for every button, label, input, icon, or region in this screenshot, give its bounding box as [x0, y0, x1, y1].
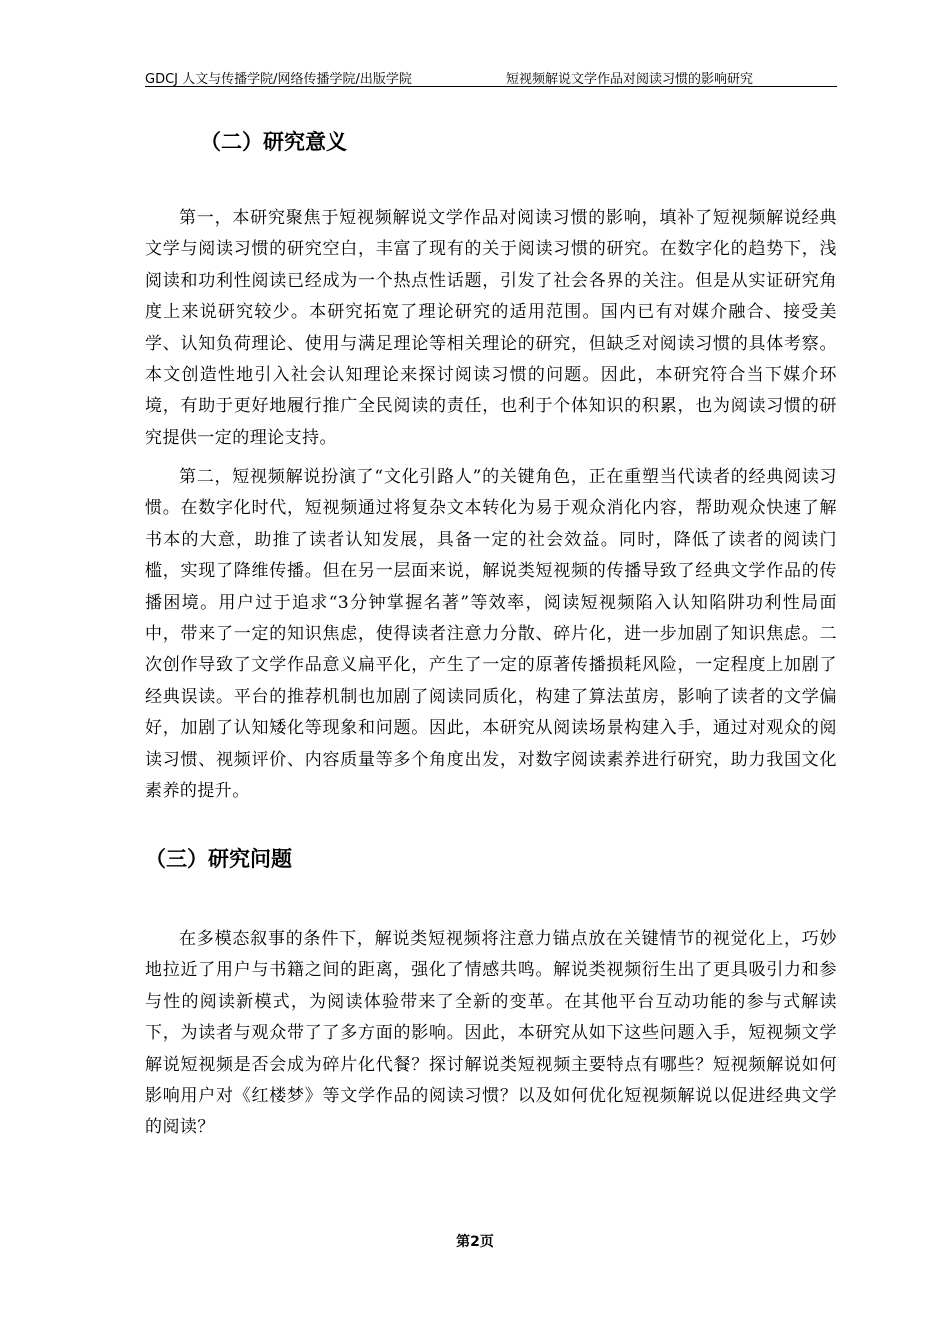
section-heading-questions: （三）研究问题 — [145, 847, 292, 871]
header-institution: GDCJ 人文与传播学院/网络传播学院/出版学院 — [145, 72, 412, 87]
paragraph-questions: 在多模态叙事的条件下，解说类短视频将注意力锚点放在关键情节的视觉化上，巧妙地拉近了用户与书籍之间的距离，强化了情感共鸣。解说类视频衍生出了更具吸引力和参与性的阅读新模式，为阅读体验带来了全新的变革。在其他平台互动功能的参与式解读下，为读者与观众带了了多方面的影响。因此，本研究从如下这些问题入手，短视频文学解说短视频是否会成为碎片化代餐？探讨解说类短视频主要特点有哪些？短视频解说如何影响用户对《红楼梦》等文学作品的阅读习惯？以及如何优化短视频解说以促进经典文学的阅读？ — [145, 929, 837, 1138]
paragraph-significance-2: 第二，短视频解说扮演了“文化引路人”的关键角色，正在重塑当代读者的经典阅读习惯。在数字化时代，短视频通过将复杂文本转化为易于观众消化内容，帮助观众快速了解书本的大意，助推了读者认知发展，具备一定的社会效益。同时，降低了读者的阅读门槛，实现了降维传播。但在另一层面来说，解说类短视频的传播导致了经典文学作品的传播困境。用户过于追求“3分钟掌握名著”等效率，阅读短视频陷入认知陷阱功利性局面中，带来了一定的知识焦虑，使得读者注意力分散、碎片化，进一步加剧了知识焦虑。二次创作导致了文学作品意义扁平化，产生了一定的原著传播损耗风险，一定程度上加剧了经典误读。平台的推荐机制也加剧了阅读同质化，构建了算法茧房，影响了读者的文学偏好，加剧了认知矮化等现象和问题。因此，本研究从阅读场景构建入手，通过对观众的阅读习惯、视频评价、内容质量等多个角度出发，对数字阅读素养进行研究，助力我国文化素养的提升。 — [145, 467, 837, 802]
section-heading-significance: （二）研究意义 — [200, 130, 347, 154]
running-header — [145, 66, 837, 87]
paragraph-significance-1: 第一，本研究聚焦于短视频解说文学作品对阅读习惯的影响，填补了短视频解说经典文学与阅读习惯的研究空白，丰富了现有的关于阅读习惯的研究。在数字化的趋势下，浅阅读和功利性阅读已经成为一个热点性话题，引发了社会各界的关注。但是从实证研究角度上来说研究较少。本研究拓宽了理论研究的适用范围。国内已有对媒介融合、接受美学、认知负荷理论、使用与满足理论等相关理论的研究，但缺乏对阅读习惯的具体考察。本文创造性地引入社会认知理论来探讨阅读习惯的问题。因此，本研究符合当下媒介环境，有助于更好地履行推广全民阅读的责任，也利于个体知识的积累，也为阅读习惯的研究提供一定的理论支持。 — [145, 208, 837, 448]
header-paper-title: 短视频解说文学作品对阅读习惯的影响研究 — [506, 72, 754, 87]
page-number: 第2页 — [456, 1234, 494, 1250]
